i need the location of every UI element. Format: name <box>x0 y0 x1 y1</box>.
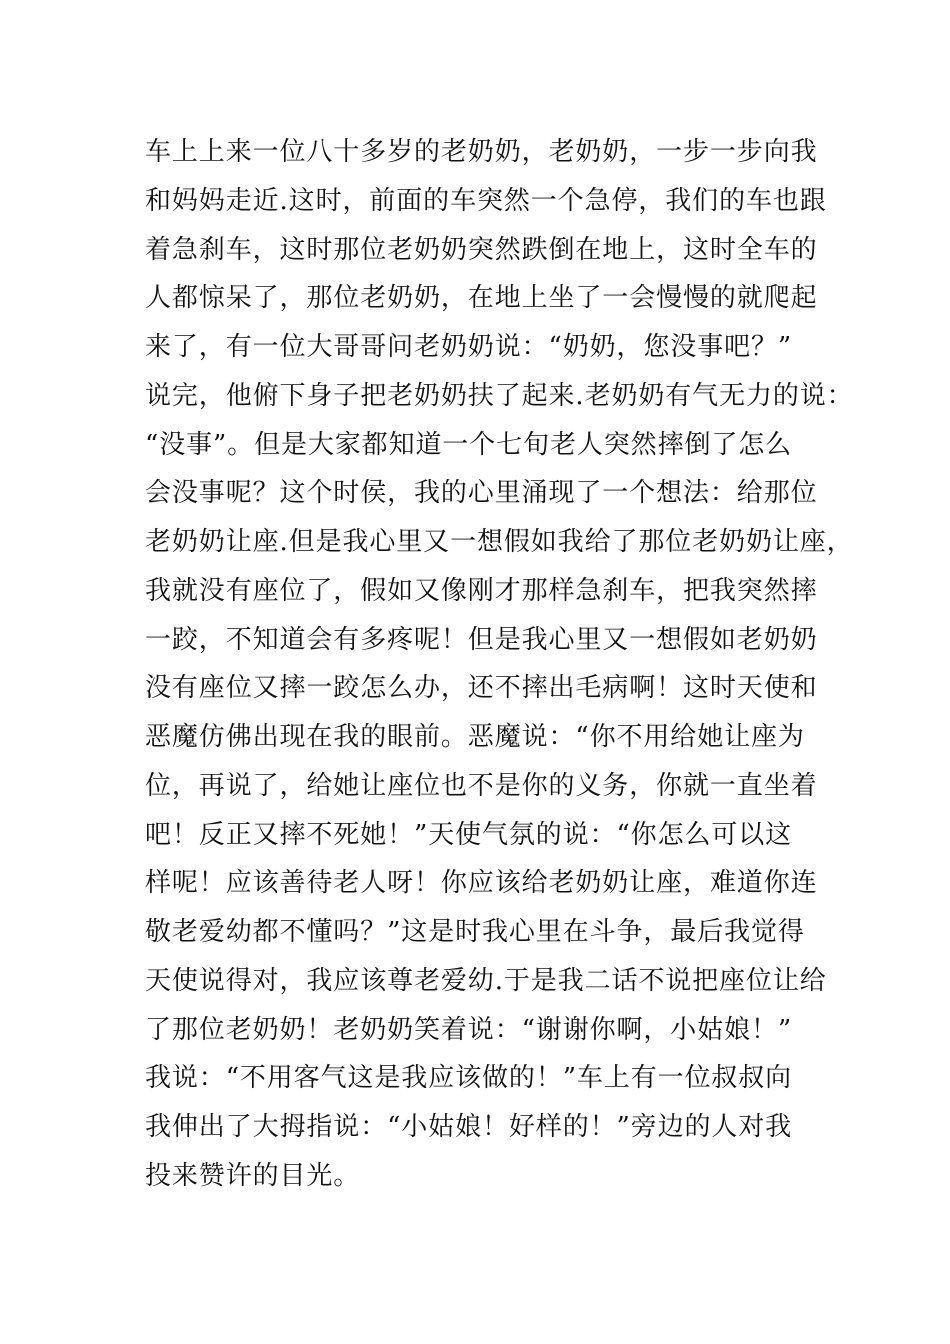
text-line: 人都惊呆了，那位老奶奶，在地上坐了一会慢慢的就爬起 <box>145 283 818 314</box>
text-line: 样呢！应该善待老人呀！你应该给老奶奶让座，难道你连 <box>145 868 818 899</box>
text-line: 车上上来一位八十多岁的老奶奶，老奶奶，一步一步向我 <box>145 137 818 167</box>
text-line: 位，再说了，给她让座位也不是你的义务，你就一直坐着 <box>145 770 818 801</box>
text-line: 恶魔仿佛出现在我的眼前。恶魔说：“你不用给她让座为 <box>145 722 805 752</box>
text-line: 我伸出了大拇指说：“小姑娘！好样的！”旁边的人对我 <box>145 1112 793 1142</box>
text-line: 没有座位又摔一跤怎么办，还不摔出毛病啊！这时天使和 <box>145 673 818 704</box>
text-line: 和妈妈走近.这时，前面的车突然一个急停，我们的车也跟 <box>145 185 827 216</box>
text-line: 来了，有一位大哥哥问老奶奶说：“奶奶，您没事吧？” <box>145 332 793 362</box>
text-line: 投来赞许的目光。 <box>145 1160 361 1191</box>
text-line: 会没事呢？这个时侯，我的心里涌现了一个想法：给那位 <box>145 478 818 509</box>
text-line: 一跤，不知道会有多疼呢！但是我心里又一想假如老奶奶 <box>145 624 818 655</box>
body-paragraph <box>145 128 854 1201</box>
text-line: 敬老爱幼都不懂吗？”这是时我心里在斗争，最后我觉得 <box>145 917 805 947</box>
text-line: 吧！反正又摔不死她！”天使气氛的说：“你怎么可以这 <box>145 819 793 850</box>
text-line: 天使说得对，我应该尊老爱幼.于是我二话不说把座位让给 <box>145 965 827 996</box>
text-line: 我说：“不用客气这是我应该做的！”车上有一位叔叔向 <box>145 1063 793 1094</box>
text-line: “没事”。但是大家都知道一个七旬老人突然摔倒了怎么 <box>145 429 793 460</box>
text-line: 着急刹车，这时那位老奶奶突然跌倒在地上，这时全车的 <box>145 234 818 265</box>
text-line: 说完，他俯下身子把老奶奶扶了起来.老奶奶有气无力的说： <box>145 380 854 411</box>
text-line: 老奶奶让座.但是我心里又一想假如我给了那位老奶奶让座， <box>145 527 854 557</box>
text-line: 我就没有座位了，假如又像刚才那样急刹车，把我突然摔 <box>145 575 818 606</box>
text-line: 了那位老奶奶！老奶奶笑着说：“谢谢你啊，小姑娘！” <box>145 1014 793 1045</box>
